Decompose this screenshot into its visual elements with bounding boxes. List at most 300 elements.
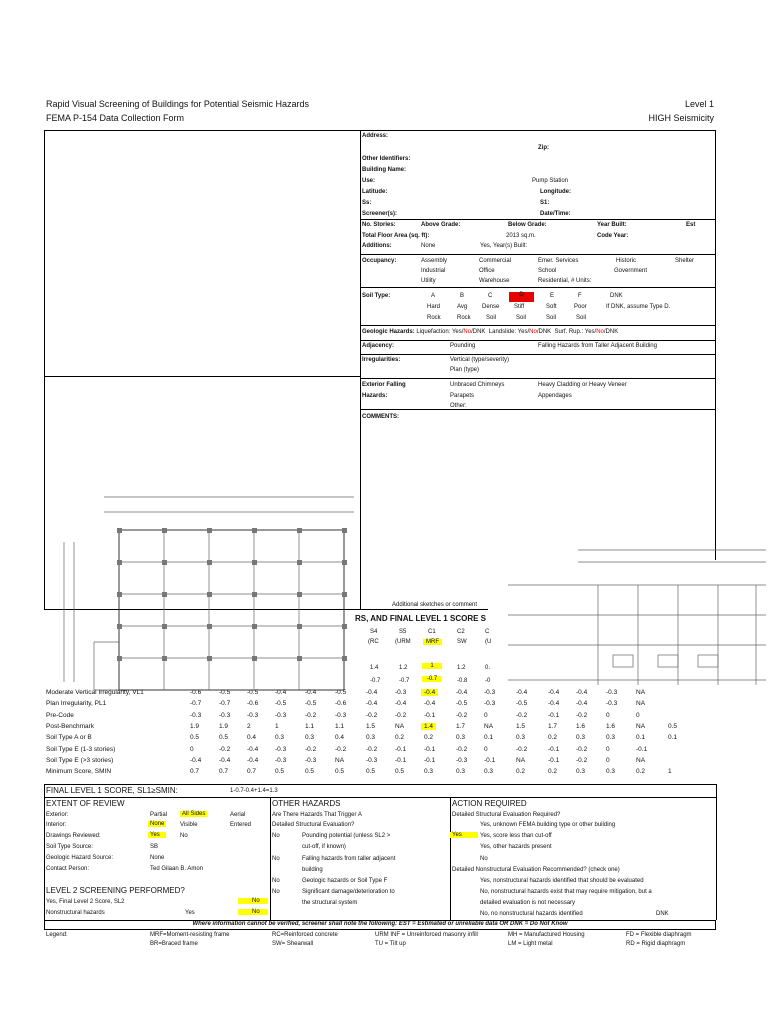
extent-soil-source-value: SB [150,844,159,850]
stories-label: No. Stories: [362,222,396,228]
soil-desc-rock1: Rock [427,315,441,321]
oh-falling-no[interactable]: No [272,856,280,862]
severe-s4: -0.7 [370,678,381,684]
sketch-note: Additional sketches or comment [392,602,478,608]
basic-c1: 1 [422,663,442,669]
oh-pounding-1: Pounding potential (unless SL2 > [302,833,391,839]
table-cell: -0.3 [366,756,378,764]
table-cell: 0.2 [395,734,405,742]
table-cell: -0.4 [366,689,378,696]
soil-desc-dense: Dense [482,304,500,310]
action-b2: No, nonstructural hazards exist that may require mitigation, but a [480,889,652,895]
table-cell: 1.5 [366,722,376,730]
table-cell: 0.3 [366,734,376,742]
table-cell: -0.4 [190,756,202,764]
table-cell: -0.4 [275,689,287,696]
table-cell: -0.3 [484,689,496,696]
adjacency-label: Adjacency: [362,343,395,349]
basic-s5: 1.2 [399,665,408,671]
table-cell: -0.2 [305,745,317,753]
table-cell: -0.2 [576,756,588,764]
table-row [46,723,716,734]
table-cell: 0 [484,745,488,753]
additions-none: None [421,243,436,249]
table-cell: -0.3 [335,711,347,719]
table-cell: -0.1 [484,756,496,764]
additions-yes: Yes, Year(s) Built: [480,243,528,249]
footer-note: Where information cannot be verified, screener shall note the following: EST = Estimated or unreliable data OR DNK = Do Not Know [192,921,568,927]
table-cell: -0.1 [548,745,560,753]
table-cell: -0.5 [275,700,287,708]
table-cell: 0.3 [606,734,616,742]
table-cell: 0.4 [335,734,345,742]
table-row [46,734,716,745]
soil-desc-hard: Hard [427,304,441,310]
table-cell: -0.5 [219,689,231,696]
col-s5-sub: (URM [395,639,411,645]
use-label: Use: [362,178,376,184]
extent-interior-label: Interior: [46,822,67,828]
building-name-label: Building Name: [362,167,407,173]
liquefaction-dnk: /DNK [471,329,486,335]
action-q1: Detailed Structural Evaluation Required? [452,812,561,818]
level2-nonstructural-yes[interactable]: Yes [185,910,195,916]
table-cell: NA [636,689,646,696]
extent-drawings-yes[interactable]: Yes [148,832,166,838]
table-cell: NA [636,756,646,764]
table-cell: NA [484,722,494,730]
table-cell: -0.2 [366,711,378,719]
action-dnk[interactable]: DNK [656,911,669,917]
severe-s5: -0.7 [399,678,410,684]
severe-c2: -0.8 [457,678,468,684]
table-cell: -0.2 [395,711,407,719]
occ-shelter: Shelter [675,258,695,264]
table-row [46,768,716,779]
score-section-header: RS, AND FINAL LEVEL 1 SCORE S [355,614,486,623]
table-cell: -0.7 [190,700,202,708]
table-cell: 0.5 [219,734,229,742]
occupancy-label: Occupancy: [362,258,397,264]
soil-desc-soft: Soft [546,304,557,310]
landslide-no: No [529,329,537,335]
exterior-hazards-label: Hazards: [362,393,388,399]
table-cell: 1.7 [456,722,466,730]
extent-drawings-no[interactable]: No [180,833,188,839]
table-cell: 0.5 [668,722,678,730]
s1-label: S1: [540,200,550,206]
table-cell: 1.4 [421,723,436,730]
table-cell: -0.4 [247,756,259,764]
landslide-dnk: /DNK [536,329,552,335]
oh-falling-1: Falling hazards from taller adjacent [302,856,396,862]
extent-ext-all-sides[interactable]: All Sides [182,811,206,817]
table-cell: 0.2 [636,768,646,776]
soil-desc-soil4: Soil [576,315,587,321]
table-cell: 0.3 [305,734,315,742]
table-cell: -0.1 [424,745,436,753]
table-cell: -0.3 [275,711,287,719]
table-cell: -0.2 [576,745,588,753]
table-cell: -0.4 [576,689,588,696]
other-hazards-title: OTHER HAZARDS [272,799,341,808]
table-cell: -0.3 [275,756,287,764]
col-c3: C [485,629,490,635]
legend-rd: RD = Rigid diaphragm [626,941,686,947]
table-cell: -0.4 [395,700,407,708]
extent-ext-partial[interactable]: Partial [150,812,168,818]
year-built-label: Year Built: [597,222,627,228]
table-cell: -0.4 [247,745,259,753]
table-cell: 1.5 [516,722,526,730]
floor-area-value: 2013 sq.m. [506,233,536,239]
table-cell: NA [636,722,646,730]
table-cell: -0.3 [606,700,618,708]
row-label: Soil Type E (>3 stories) [46,756,114,764]
irregularities-plan: Plan (type) [450,367,480,373]
table-cell: 0.5 [395,768,405,776]
table-cell: -0.2 [516,745,528,753]
level2-nonstructural: Nonstructural hazards [46,910,105,916]
extent-int-entered[interactable]: Entered [230,822,252,828]
table-cell: -0.5 [247,689,259,696]
soil-desc-poor: Poor [574,304,587,310]
ext-unbraced-chimneys: Unbraced Chimneys [450,382,505,388]
table-cell: -0.7 [219,700,231,708]
table-cell: -0.2 [219,745,231,753]
level2-final-no[interactable]: No [238,898,268,904]
table-cell: NA [636,700,646,708]
extent-int-visible[interactable]: Visible [180,822,198,828]
other-identifiers-label: Other Identifiers: [362,156,411,162]
occ-utility: Utility [421,278,436,284]
table-cell: -0.4 [366,700,378,708]
occ-industrial: Industrial [421,268,446,274]
table-cell: -0.5 [305,700,317,708]
table-cell: -0.4 [516,689,528,696]
table-cell: -0.3 [190,711,202,719]
exterior-falling-label: Exterior Falling [362,382,406,388]
table-cell: -0.3 [456,756,468,764]
geologic-label: Geologic Hazards: [362,329,415,335]
table-cell: 0 [606,711,610,719]
action-a2: Yes, score less than cut-off [480,833,552,839]
occ-office: Office [479,268,495,274]
table-cell: 0.3 [484,768,494,776]
table-cell: 1.7 [548,722,558,730]
action-b1: Yes, nonstructural hazards identified that should be evaluated [480,878,644,884]
table-cell: -0.4 [219,756,231,764]
liquefaction-label: Liquefaction: Yes/ [416,329,464,335]
date-time-label: Date/Time: [540,211,571,217]
table-cell: NA [395,722,405,730]
legend-urm: URM INF = Unreinforced masonry infill [375,932,478,938]
table-cell: 0.5 [275,768,285,776]
action-a3: Yes, other hazards present [480,844,552,850]
table-cell: NA [516,756,526,764]
table-cell: 0.2 [424,734,434,742]
oh-pounding-2: cut-off, if known) [302,844,346,850]
occ-commercial: Commercial [479,258,512,264]
soil-c: C [488,293,493,299]
soil-a: A [431,293,436,299]
table-cell: -0.5 [516,700,528,708]
table-cell: -0.2 [305,711,317,719]
other-hazards-q1: Are There Hazards That Trigger A [272,812,362,818]
soil-b: B [460,293,465,299]
form-title: Rapid Visual Screening of Buildings for Potential Seismic Hazards [46,99,309,109]
table-cell: 0.3 [516,734,526,742]
level-label: Level 1 [684,99,714,109]
col-s4: S4 [370,629,378,635]
table-cell: 1.1 [335,722,345,730]
action-q2: Detailed Nonstructural Evaluation Recommended? (check one) [452,867,620,873]
extent-geo-source-value: None [150,855,165,861]
irregularities-label: Irregularities: [362,357,401,363]
table-cell: -0.3 [305,756,317,764]
latitude-label: Latitude: [362,189,388,195]
table-cell: -0.2 [366,745,378,753]
level2-final-score: Yes, Final Level 2 Score, SL2 [46,899,125,905]
col-c2: C2 [457,629,465,635]
soil-desc-soil3: Soil [546,315,557,321]
table-cell: -0.4 [305,689,317,696]
extent-ext-aerial[interactable]: Aerial [230,812,246,818]
col-c1-sub: MRF [423,639,442,645]
table-cell: 0.3 [576,768,586,776]
legend-mh: MH = Manufactured Housing [508,932,585,938]
oh-pounding-no[interactable]: No [272,833,280,839]
table-cell: 0.4 [247,734,257,742]
legend-lm: LM = Light metal [508,941,553,947]
additions-label: Additions: [362,243,392,249]
below-grade-label: Below Grade: [508,222,547,228]
table-cell: -0.3 [606,689,618,696]
final-score-label: FINAL LEVEL 1 SCORE, SL1≥SMIN: [46,786,178,795]
table-cell: 1.6 [606,722,616,730]
oh-damage-no[interactable]: No [272,889,280,895]
oh-geologic-no[interactable]: No [272,878,280,884]
adjacency-falling: Falling Hazards from Taller Adjacent Building [538,343,657,349]
other-hazards-q2: Detailed Structural Evaluation? [272,822,355,828]
soil-d-selected: D [509,292,534,302]
table-cell: -0.4 [548,689,560,696]
table-cell: -0.5 [335,689,347,696]
row-label: Post-Benchmark [46,722,95,730]
table-cell: -0.2 [576,711,588,719]
occ-government: Government [614,268,648,274]
occ-warehouse: Warehouse [479,278,510,284]
soil-e: E [550,293,555,299]
action-a1: Yes, unknown FEMA building type or other building [480,822,616,828]
soil-desc-avg: Avg [457,304,468,310]
table-cell: 0.5 [305,768,315,776]
table-cell: 0.7 [219,768,229,776]
table-row [46,689,716,700]
table-cell: 1 [275,722,279,730]
col-c3-sub: (U [485,639,492,645]
row-label: Soil Type A or B [46,734,92,742]
table-cell: -0.2 [456,711,468,719]
legend-rc: RC=Reinforced concrete [272,932,338,938]
extent-soil-source-label: Soil Type Source: [46,844,93,850]
soil-desc-soil2: Soil [516,315,527,321]
table-cell: 1 [668,768,672,776]
floor-area-label: Total Floor Area (sq. ft): [362,233,430,239]
table-row [46,712,716,723]
table-cell: 0.7 [247,768,257,776]
structural-plan-sketch [44,482,362,692]
address-label: Address: [362,133,389,139]
basic-c3: 0. [485,665,491,671]
table-cell: -0.1 [636,745,648,753]
table-cell: -0.6 [247,700,259,708]
occ-emer-services: Emer. Services [538,258,579,264]
occ-school: School [538,268,557,274]
liquefaction-no: No [463,329,472,335]
table-cell: -0.4 [424,700,436,708]
extent-title: EXTENT OF REVIEW [46,799,125,808]
geologic-hazards-row [362,329,618,335]
final-score-value: 1-0.7-0.4+1.4=1.3 [230,788,278,794]
severe-c1: -0.7 [422,676,442,682]
table-cell: -0.4 [576,700,588,708]
table-cell: 0.3 [606,768,616,776]
action-b4: No, no nonstructural hazards identified [480,911,583,917]
table-cell: 0.3 [275,734,285,742]
occ-historic: Historic [616,258,637,264]
action-yes-selected[interactable]: Yes [450,832,478,838]
table-cell: 1.6 [576,722,586,730]
occ-assembly: Assembly [421,258,448,264]
ext-other: Other: [450,403,467,409]
table-cell: -0.1 [548,711,560,719]
basic-s4: 1.4 [370,665,379,671]
table-row [46,746,716,757]
table-cell: 2 [247,722,251,730]
table-cell: 1.9 [219,722,229,730]
soil-dnk: DNK [610,293,623,299]
table-cell: 0 [606,756,610,764]
soil-desc-soil1: Soil [486,315,497,321]
table-cell: 1.9 [190,722,200,730]
col-s5: S5 [399,629,407,635]
soil-desc-stiff: Stiff [514,304,525,310]
table-cell: 0 [484,711,488,719]
table-cell: -0.1 [424,711,436,719]
level2-nonstructural-no[interactable]: No [238,909,268,915]
extent-contact-value: Ted Gilaan B. Amon [150,866,204,872]
adjacency-pounding: Pounding [450,343,476,349]
row-label: Soil Type E (1-3 stories) [46,745,116,753]
oh-damage-2: the structural system [302,900,358,906]
oh-damage-1: Significant damage/deterioration to [302,889,395,895]
basic-c2: 1.2 [457,665,466,671]
table-cell: 0.5 [366,768,376,776]
table-cell: 0 [190,745,194,753]
col-s4-sub: (RC [368,639,379,645]
table-cell: -0.2 [456,745,468,753]
table-cell: 0 [636,711,640,719]
table-cell: -0.2 [516,711,528,719]
surf-rup-label: Surf. Rup.: Yes/ [554,329,597,335]
table-cell: 0.3 [424,768,434,776]
form-subtitle: FEMA P-154 Data Collection Form [46,113,185,123]
action-title: ACTION REQUIRED [452,799,527,808]
table-cell: 0.1 [484,734,494,742]
above-grade-label: Above Grade: [421,222,461,228]
occ-residential: Residential, # Units: [538,278,592,284]
table-row [46,757,716,768]
table-cell: 0.3 [456,768,466,776]
table-cell: -0.5 [456,700,468,708]
table-cell: -0.4 [421,689,438,696]
irregularities-vertical: Vertical (type/severity) [450,357,510,363]
est-label: Est [686,222,696,228]
legend-tu: TU = Tilt up [375,941,406,947]
surf-rup-no: No [596,329,604,335]
table-cell: 0.2 [548,734,558,742]
table-cell: 0.5 [335,768,345,776]
table-cell: -0.1 [395,756,407,764]
table-cell: -0.6 [335,700,347,708]
row-label: Plan Irregularity, PL1 [46,700,107,708]
table-cell: 0.1 [636,734,646,742]
table-cell: -0.3 [395,689,407,696]
extent-drawings-label: Drawings Reviewed: [46,833,101,839]
oh-geologic-1: Geologic hazards or Soil Type F [302,878,388,884]
table-cell: 1.1 [305,722,315,730]
extent-exterior-label: Exterior: [46,812,69,818]
ss-label: Ss: [362,200,372,206]
table-cell: -0.3 [219,711,231,719]
screeners-label: Screener(s): [362,211,398,217]
seismicity-label: HIGH Seismicity [648,113,714,123]
structural-section-sketch [488,540,768,695]
table-cell: -0.3 [484,700,496,708]
table-cell: 0.1 [668,734,678,742]
table-cell: NA [335,756,345,764]
table-row [46,700,716,711]
row-label: Moderate Vertical Irregularity, VL1 [46,689,144,696]
col-c2-sub: SW [457,639,467,645]
level2-title: LEVEL 2 SCREENING PERFORMED? [46,886,185,895]
longitude-label: Longitude: [540,189,571,195]
row-label: Minimum Score, SMIN [46,768,112,776]
comments-label: COMMENTS: [362,414,399,420]
table-cell: -0.4 [548,700,560,708]
landslide-label: Landslide: Yes/ [488,329,530,335]
action-no[interactable]: No [480,856,488,862]
use-value: Pump Station [532,178,569,184]
soil-type-label: Soil Type: [362,293,391,299]
legend-fd: FD = Flexible diaphragm [626,932,692,938]
table-cell: -0.4 [456,689,468,696]
row-label: Pre-Code [46,711,74,719]
table-cell: 0.2 [548,768,558,776]
col-c1: C1 [428,629,436,635]
table-cell: 0 [606,745,610,753]
table-cell: -0.1 [424,756,436,764]
soil-desc-dnk-note: If DNK, assume Type D. [606,304,671,310]
code-year-label: Code Year: [597,233,629,239]
table-cell: -0.2 [335,745,347,753]
oh-falling-2: building [302,867,323,873]
table-cell: 0.3 [576,734,586,742]
photo-box [44,130,361,377]
extent-int-none[interactable]: None [150,821,165,827]
zip-label: Zip: [538,145,549,151]
